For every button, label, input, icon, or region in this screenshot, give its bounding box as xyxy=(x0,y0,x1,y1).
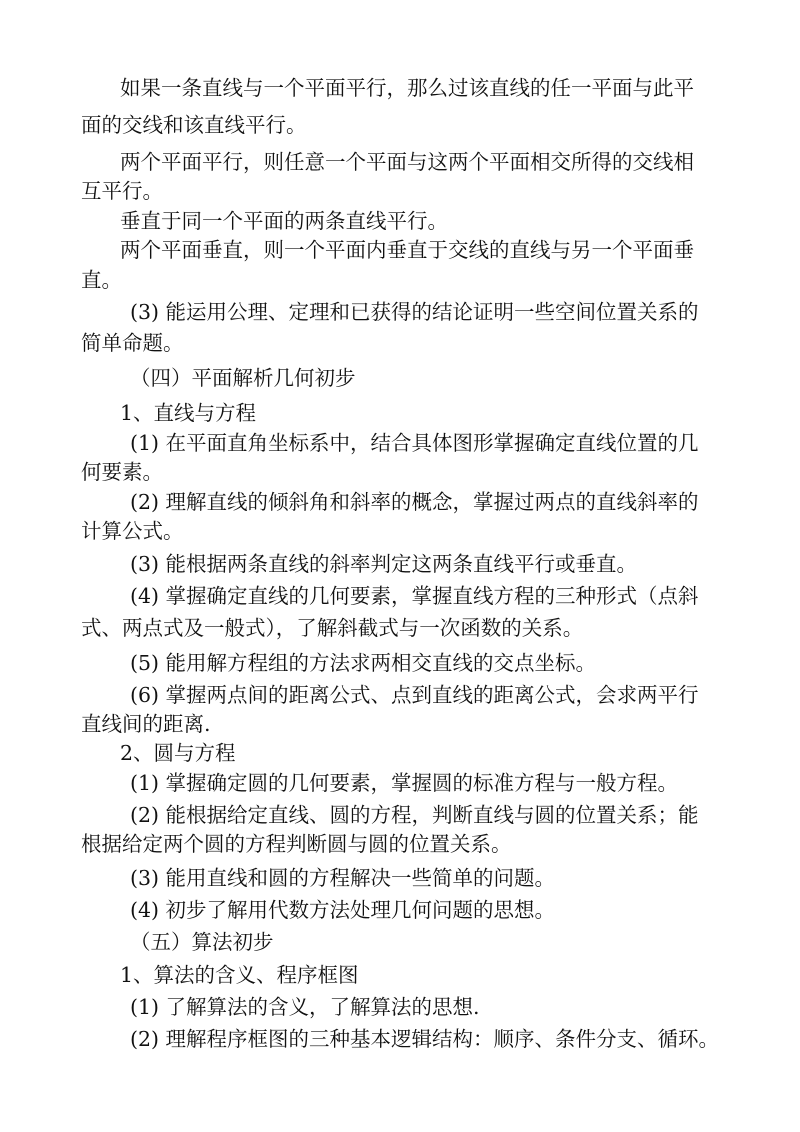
text-line: (2) 理解程序框图的三种基本逻辑结构：顺序、条件分支、循环。 xyxy=(130,1027,720,1051)
text-line: 互平行。 xyxy=(81,179,163,203)
text-line: (3) 能运用公理、定理和已获得的结论证明一些空间位置关系的 xyxy=(130,300,699,324)
text-line: (3) 能用直线和圆的方程解决一些简单的问题。 xyxy=(130,866,556,890)
text-line: 如果一条直线与一个平面平行，那么过该直线的任一平面与此平 xyxy=(120,76,694,100)
text-line: 根据给定两个圆的方程判断圆与圆的位置关系。 xyxy=(81,832,512,856)
text-line: 简单命题。 xyxy=(81,331,184,355)
text-line: 垂直于同一个平面的两条直线平行。 xyxy=(120,209,448,233)
text-line: (4) 初步了解用代数方法处理几何问题的思想。 xyxy=(130,898,556,922)
text-line: 直。 xyxy=(81,268,122,292)
text-line: (1) 在平面直角坐标系中，结合具体图形掌握确定直线位置的几 xyxy=(130,431,699,455)
section-heading: （五）算法初步 xyxy=(130,930,274,954)
text-line: (2) 能根据给定直线、圆的方程，判断直线与圆的位置关系；能 xyxy=(130,803,699,827)
text-line: 两个平面平行，则任意一个平面与这两个平面相交所得的交线相 xyxy=(120,150,694,174)
text-line: 式、两点式及一般式），了解斜截式与一次函数的关系。 xyxy=(81,616,584,640)
text-line: 直线间的距离. xyxy=(81,712,211,736)
text-line: (1) 了解算法的含义，了解算法的思想. xyxy=(130,995,480,1019)
subsection-heading: 1、直线与方程 xyxy=(120,401,257,425)
subsection-heading: 2、圆与方程 xyxy=(120,741,236,765)
subsection-heading: 1、算法的含义、程序框图 xyxy=(120,963,359,987)
section-heading: （四）平面解析几何初步 xyxy=(130,366,356,390)
text-line: (3) 能根据两条直线的斜率判定这两条直线平行或垂直。 xyxy=(130,552,638,576)
text-line: (6) 掌握两点间的距离公式、点到直线的距离公式，会求两平行 xyxy=(130,683,699,707)
text-line: 何要素。 xyxy=(81,460,163,484)
text-line: (4) 掌握确定直线的几何要素，掌握直线方程的三种形式（点斜 xyxy=(130,584,699,608)
text-line: (2) 理解直线的倾斜角和斜率的概念，掌握过两点的直线斜率的 xyxy=(130,490,699,514)
text-line: 计算公式。 xyxy=(81,519,184,543)
text-line: 两个平面垂直，则一个平面内垂直于交线的直线与另一个平面垂 xyxy=(120,238,694,262)
text-line: 面的交线和该直线平行。 xyxy=(81,113,307,137)
text-line: (1) 掌握确定圆的几何要素，掌握圆的标准方程与一般方程。 xyxy=(130,771,679,795)
text-line: (5) 能用解方程组的方法求两相交直线的交点坐标。 xyxy=(130,651,597,675)
